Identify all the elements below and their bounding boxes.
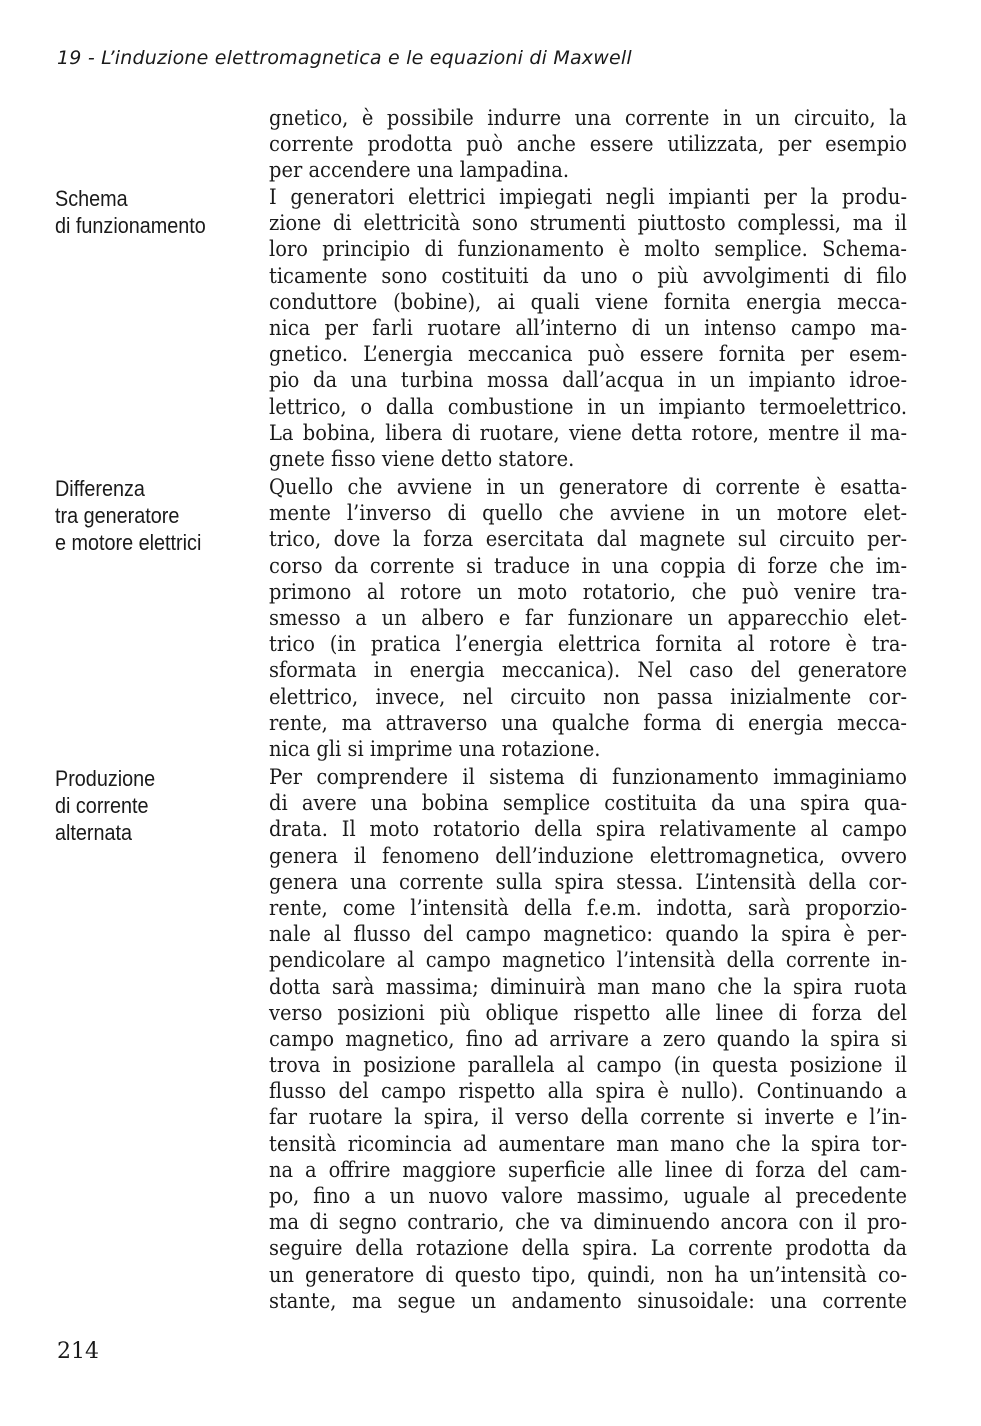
margin-note-differenza (55, 475, 235, 556)
margin-note-line: Produzione (55, 766, 156, 791)
text-line: stante, ma segue un andamento sinusoidale: una corrente (269, 1288, 908, 1314)
text-line: I generatori elettrici impiegati negli impianti per la produ- (269, 185, 908, 210)
text-line: conduttore (bobine), ai quali viene fornita energia mecca- (269, 289, 908, 315)
text-line: pendicolare al campo magnetico l’intensità della corrente in- (269, 948, 908, 974)
text-line: campo magnetico, fino ad arrivare a zero quando la spira si (269, 1026, 908, 1052)
body-text (269, 765, 907, 1315)
text-line: genera una corrente sulla spira stessa. L’intensità della cor- (269, 869, 908, 895)
text-line: Per comprendere il sistema di funzionamento immaginiamo (269, 765, 908, 790)
text-line: primono al rotore un moto rotatorio, che può venire tra- (269, 579, 908, 605)
text-line: po, fino a un nuovo valore massimo, uguale al precedente (269, 1184, 908, 1209)
text-line: per accendere una lampadina. (269, 158, 570, 184)
text-line: flusso del campo rispetto alla spira è nullo). Continuando a (269, 1079, 908, 1105)
text-line: seguire della rotazione della spira. La corrente prodotta da (269, 1236, 908, 1262)
text-line: pio da una turbina mossa dall’acqua in un impianto idroe- (269, 368, 908, 394)
text-line: Quello che avviene in un generatore di corrente è esatta- (269, 475, 908, 500)
text-line: rente, ma attraverso una qualche forma di energia mecca- (269, 710, 908, 736)
running-header: 19 - L’induzione elettromagnetica e le equazioni di Maxwell (57, 47, 632, 69)
text-line: lettrico, o dalla combustione in un impianto termoelettrico. (269, 394, 908, 420)
text-line: mente l’inverso di quello che avviene in un motore elet- (269, 501, 908, 527)
margin-note-schema (55, 185, 235, 239)
text-line: tensità ricomincia ad aumentare man mano che la spira tor- (269, 1131, 908, 1157)
text-line: ticamente sono costituiti da uno o più avvolgimenti di filo (269, 263, 908, 289)
text-line: ma di segno contrario, che va diminuendo ancora con il pro- (269, 1210, 908, 1236)
text-line: trova in posizione parallela al campo (in questa posizione il (269, 1053, 908, 1079)
body-text (269, 475, 907, 763)
text-line: corrente prodotta può anche essere utilizzata, per esempio (269, 132, 908, 158)
margin-note-line: Differenza (55, 476, 145, 501)
text-line: nale al flusso del campo magnetico: quando la spira è per- (269, 922, 908, 948)
page-number: 214 (57, 1339, 99, 1364)
text-line: verso posizioni più oblique rispetto alle linee di forza del (269, 1000, 908, 1026)
text-line: nica gli si imprime una rotazione. (269, 736, 601, 762)
text-line: trico (in pratica l’energia elettrica fornita al rotore è tra- (269, 632, 908, 658)
body-text (269, 106, 907, 185)
margin-note-line: alternata (55, 820, 133, 845)
text-line: sformata in energia meccanica). Nel caso del generatore (269, 658, 908, 684)
text-line: gnetico. L’energia meccanica può essere fornita per esem- (269, 342, 908, 368)
text-line: di avere una bobina semplice costituita da una spira qua- (269, 791, 908, 817)
margin-note-line: tra generatore (55, 503, 180, 528)
margin-note-line: Schema (55, 186, 128, 211)
text-line: corso da corrente si traduce in una coppia di forze che im- (269, 553, 908, 579)
text-line: smesso a un albero e far funzionare un apparecchio elet- (269, 605, 908, 631)
body-text (269, 185, 907, 473)
text-line: na a offrire maggiore superficie alle linee di forza del cam- (269, 1157, 908, 1183)
text-line: drata. Il moto rotatorio della spira relativamente al campo (269, 817, 908, 843)
text-line: trico, dove la forza esercitata dal magnete sul circuito per- (269, 527, 908, 553)
margin-note-produzione (55, 765, 235, 846)
margin-note-line: di funzionamento (55, 213, 206, 238)
text-line: gnete fisso viene detto statore. (269, 446, 575, 472)
text-line: far ruotare la spira, il verso della corrente si inverte e l’in- (269, 1105, 908, 1131)
text-line: La bobina, libera di ruotare, viene detta rotore, mentre il ma- (269, 420, 908, 446)
text-line: rente, come l’intensità della f.e.m. indotta, sarà proporzio- (269, 895, 908, 921)
text-line: loro principio di funzionamento è molto semplice. Schema- (269, 237, 908, 263)
text-line: genera il fenomeno dell’induzione elettromagnetica, ovvero (269, 843, 908, 869)
text-line: dotta sarà massima; diminuirà man mano che la spira ruota (269, 974, 908, 1000)
text-line: elettrico, invece, nel circuito non passa inizialmente cor- (269, 684, 908, 710)
margin-note-line: e motore elettrici (55, 530, 202, 555)
text-line: nica per farli ruotare all’interno di un intenso campo ma- (269, 315, 908, 341)
margin-note-line: di corrente (55, 793, 149, 818)
text-line: gnetico, è possibile indurre una corrente in un circuito, la (269, 106, 908, 131)
text-line: un generatore di questo tipo, quindi, non ha un’intensità co- (269, 1262, 908, 1288)
text-line: zione di elettricità sono strumenti piuttosto complessi, ma il (269, 211, 908, 237)
